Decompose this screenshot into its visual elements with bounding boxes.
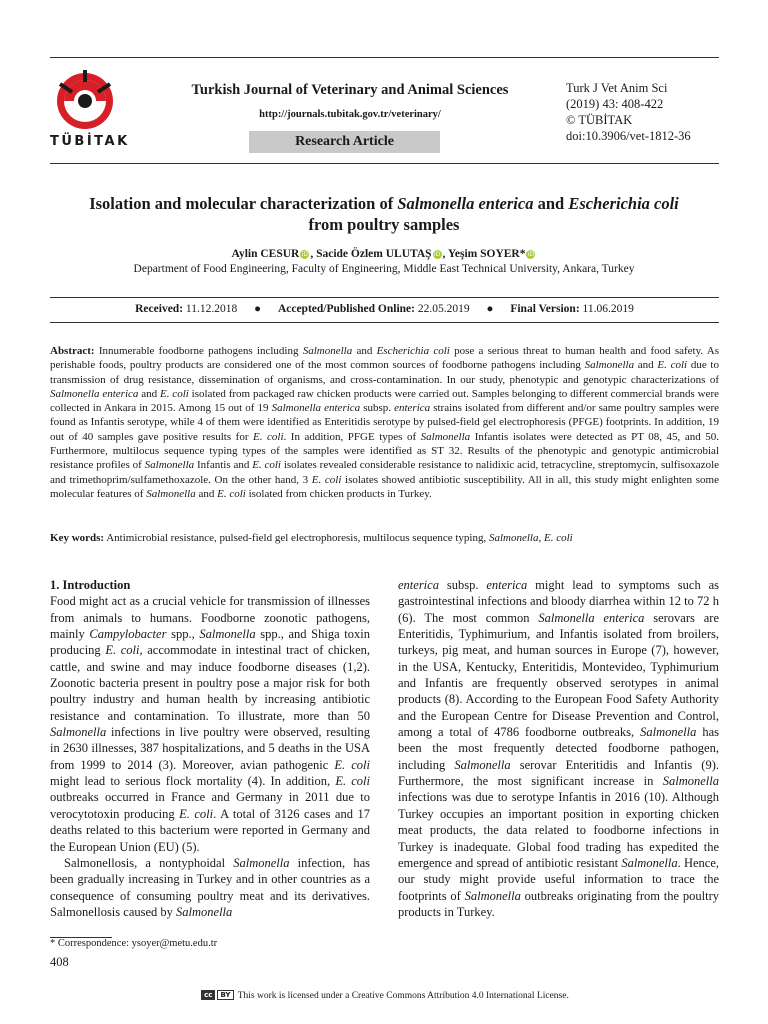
section-heading: 1. Introduction: [50, 578, 131, 592]
keywords: Key words: Antimicrobial resistance, pulsed-field gel electrophoresis, multilocus sequence typing, Salmonella, E. coli: [50, 532, 573, 544]
paragraph: Salmonellosis, a nontyphoidal Salmonella infection, has been gradually increasing in Turkey and in other countries as a consequence of consuming poultry meat and its derivatives. Salmonellosis caused by Salmonella: [50, 855, 370, 919]
cc-by-icon[interactable]: BY: [217, 990, 233, 1000]
tubitak-logo: [50, 64, 130, 154]
article-type-badge: Research Article: [249, 131, 440, 153]
license-text: This work is licensed under a Creative Commons Attribution 4.0 International License.: [237, 991, 569, 1001]
journal-abbreviation: Turk J Vet Anim Sci: [566, 81, 668, 95]
orcid-icon[interactable]: iD: [433, 251, 441, 258]
author-3: , Yeşim SOYER*: [442, 248, 526, 260]
logo-text: TÜBİTAK: [50, 134, 130, 149]
page-number: 408: [50, 955, 69, 969]
paragraph: enterica subsp. enterica might lead to symptoms such as gastrointestinal infections and bloody diarrhea within 12 to 72 h (6). The most common Salmonella enterica serovars are Enteritidis, Typhimurium, and Infantis isolated from broilers, turkeys, pig meat, and human sources in Europe (7), however, in the USA, Kentucky, Enteritidis, Montevideo, Typhimurium and Infantis are frequently observed serotypes in animal products (8). According to the European Food Safety Authority and the European Centre for Disease Prevention and Control, among a total of 4786 foodborne outbreaks, Salmonella has been the most frequently detected foodborne pathogen, including Salmonella serovar Enteritidis and Infantis (9). Furthermore, the most significant increase in Salmonella infections was due to serotype Infantis in 2016 (10). Although Turkey occupies an important position in exporting chicken meat products, the data related to foodborne infections in Turkey is inadequate. Global food trading has expedited the emergence and spread of antibiotic resistant Salmonella. Hence, our study might provide useful information to trace the footprints of Salmonella outbreaks originating from the poultry products in Turkey.: [398, 578, 719, 919]
body-column-right: [398, 577, 719, 920]
header-rule: [50, 163, 719, 164]
received-date: 11.12.2018: [185, 303, 238, 315]
body-column-left: [50, 577, 370, 920]
doi[interactable]: doi:10.3906/vet-1812-36: [566, 129, 691, 143]
journal-url[interactable]: http://journals.tubitak.gov.tr/veterinary/: [259, 109, 441, 120]
orcid-icon[interactable]: iD: [301, 251, 308, 258]
keywords-label: Key words:: [50, 532, 105, 544]
paragraph: Food might act as a crucial vehicle for transmission of illnesses from animals to humans. Foodborne zoonotic pathogens, mainly Campylobacter spp., Salmonella spp., and Shiga toxin producing E. coli, accommodate in intestinal tract of chicken, cattle, and swine and may induce foodborne diseases (1,2). Zoonotic bacteria present in poultry pose a major risk for both poultry industry and human health by increasing antibiotic resistance and contamination. To illustrate, more than 50 Salmonella infections in live poultry were observed, resulting in 2630 illnesses, 387 hospitalizations, and 5 deaths in the USA from 1999 to 2014 (3). Moreover, avian pathogenic E. coli might lead to serious flock mortality (4). In addition, E. coli outbreaks occurred in France and Germany in 2011 due to verocytotoxin producing E. coli. A total of 3126 cases and 17 deaths related to this bacterium were reported in Germany and the European Union (EU) (5).: [50, 594, 370, 854]
cc-license-icon[interactable]: cc: [201, 990, 215, 1000]
final-date: 11.06.2019: [582, 303, 634, 315]
top-rule: [50, 57, 719, 58]
volume-pages: (2019) 43: 408-422: [566, 97, 664, 111]
copyright: © TÜBİTAK: [566, 113, 633, 127]
date-separator: ●: [254, 303, 262, 315]
article-title: Isolation and molecular characterization of Salmonella enterica and Escherichia coli from poultry samples: [89, 194, 679, 234]
correspondence-footnote: * Correspondence: ysoyer@metu.edu.tr: [50, 938, 218, 949]
orcid-icon[interactable]: iD: [527, 251, 535, 258]
abstract-label: Abstract:: [50, 345, 95, 357]
citation-block: [566, 80, 736, 144]
abstract: Abstract: Innumerable foodborne pathogens including Salmonella and Escherichia coli pose a serious threat to human health and food safety. As perishable foods, poultry products are considered one of the most common sources of foodborne pathogens including Salmonella and E. coli due to transmission of drug resistance, dissemination of organisms, and cross-contamination. In our study, phenotypic and genotypic characterizations of Salmonella enterica and E. coli isolated from packaged raw chicken products were carried out. Samples belonging to different commercial brands were collected in Ankara in 2015. Among 15 out of 19 Salmonella enterica subsp. enterica strains isolated from different and/or same poultry samples were found as Infantis serotype, while 4 of them were identified as Enteritidis serotype by pulsed-field gel electrophoresis (PFGE) footprints. In addition, 19 out of 40 samples gave positive results for E. coli. In addition, PFGE types of Salmonella Infantis isolates were detected as PT 08, 45, and 50. Furthermore, multilocus sequence typing types of the samples were identified as ST 32. Results of the phenotypic and genotypic antimicrobial resistance profiles of Salmonella Infantis and E. coli isolates revealed considerable resistance to nalidixic acid, tetracycline, streptomycin, sulfisoxazole and trimethoprim/sulfamethoxazole. On the other hand, 3 E. coli isolates showed antibiotic susceptibility. All in all, this study might enlighten some molecular features of Salmonella and E. coli isolated from chicken products in Turkey.: [50, 345, 720, 500]
author-2: , Sacide Özlem ULUTAŞ: [310, 248, 432, 260]
author-list: [60, 248, 708, 260]
license-notice: [150, 990, 620, 1001]
accepted-date: 22.05.2019: [417, 303, 470, 315]
author-1: Aylin CESUR: [231, 248, 300, 260]
dates-top-rule: [50, 297, 719, 298]
dates-bottom-rule: [50, 322, 719, 323]
journal-name: Turkish Journal of Veterinary and Animal Sciences: [191, 82, 509, 98]
article-dates: Received: 11.12.2018 ● Accepted/Published Online: 22.05.2019 ● Final Version: 11.06.2019: [135, 303, 634, 315]
date-separator: ●: [486, 303, 494, 315]
affiliation: Department of Food Engineering, Faculty of Engineering, Middle East Technical University, Ankara, Turkey: [133, 263, 635, 275]
